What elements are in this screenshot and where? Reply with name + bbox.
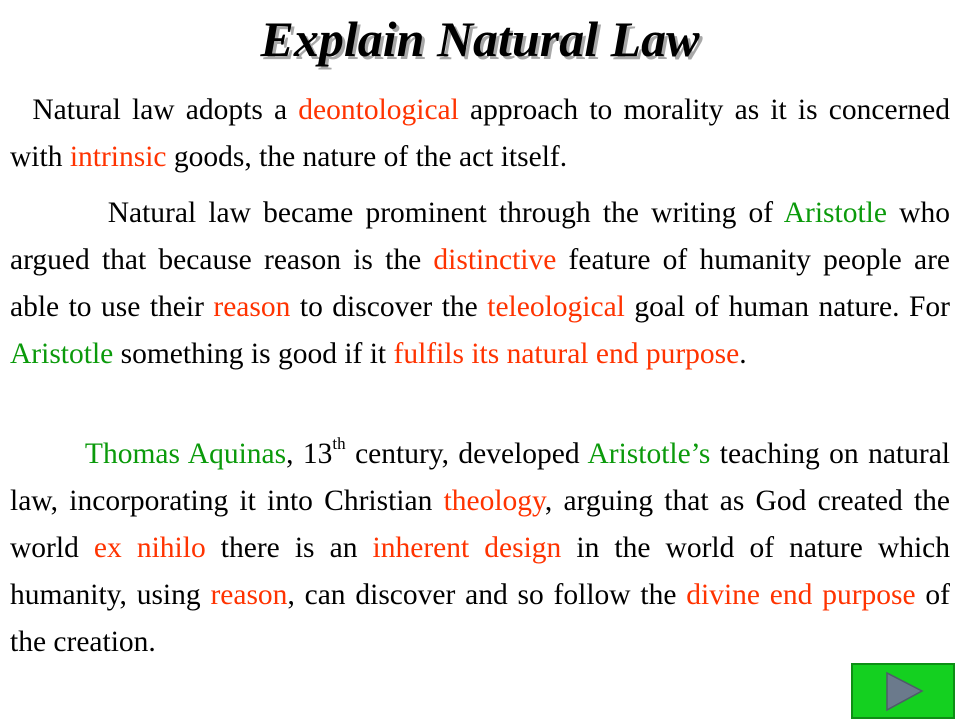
text: century, developed bbox=[345, 438, 588, 470]
keyword-aristotles: Aristotle’s bbox=[587, 438, 711, 470]
text: feature of humanity people are able to use their bbox=[10, 244, 950, 323]
superscript-th: th bbox=[332, 434, 346, 454]
keyword-thomas-aquinas: Thomas Aquinas bbox=[84, 438, 287, 470]
text: . bbox=[739, 338, 747, 370]
text: to discover the bbox=[290, 291, 488, 323]
indent bbox=[10, 438, 85, 470]
paragraph-aquinas bbox=[10, 431, 950, 666]
text: teaching on natural law, incorporating it into Christian bbox=[10, 438, 950, 517]
keyword-inherent-design: inherent design bbox=[372, 532, 562, 564]
text: there is an bbox=[205, 532, 373, 564]
indent bbox=[10, 197, 108, 229]
next-slide-button[interactable] bbox=[851, 663, 955, 719]
text: Natural law adopts a bbox=[32, 94, 299, 126]
paragraph-deontological bbox=[10, 87, 950, 181]
text: Natural law became prominent through the writing of bbox=[107, 197, 784, 229]
text: , 13 bbox=[286, 438, 333, 470]
text: goal of human nature. For bbox=[624, 291, 950, 323]
text: approach to morality as it is concerned with bbox=[10, 94, 950, 173]
text: something is good if it bbox=[113, 338, 394, 370]
text: of the creation. bbox=[10, 579, 950, 658]
text: in the world of nature which humanity, using bbox=[10, 532, 950, 611]
keyword-reason: reason bbox=[213, 291, 291, 323]
keyword-distinctive: distinctive bbox=[433, 244, 557, 276]
keyword-reason: reason bbox=[210, 579, 288, 611]
keyword-aristotle: Aristotle bbox=[10, 338, 114, 370]
text: goods, the nature of the act itself. bbox=[166, 141, 568, 173]
keyword-deontological: deontological bbox=[298, 94, 459, 126]
keyword-intrinsic: intrinsic bbox=[69, 141, 167, 173]
keyword-divine-end-purpose: divine end purpose bbox=[686, 579, 916, 611]
keyword-aristotle: Aristotle bbox=[783, 197, 887, 229]
paragraph-aristotle bbox=[10, 190, 950, 378]
slide-title: Explain Natural Law bbox=[260, 11, 700, 67]
text: , arguing that as God created the world bbox=[10, 485, 950, 564]
keyword-ex-nihilo: ex nihilo bbox=[93, 532, 206, 564]
keyword-end-purpose: fulfils its natural end purpose bbox=[393, 338, 740, 370]
text: , can discover and so follow the bbox=[287, 579, 687, 611]
keyword-teleological: teleological bbox=[487, 291, 625, 323]
text: who argued that because reason is the bbox=[10, 197, 950, 276]
text bbox=[10, 94, 32, 126]
play-triangle-icon bbox=[853, 665, 953, 717]
keyword-theology: theology bbox=[443, 485, 545, 517]
